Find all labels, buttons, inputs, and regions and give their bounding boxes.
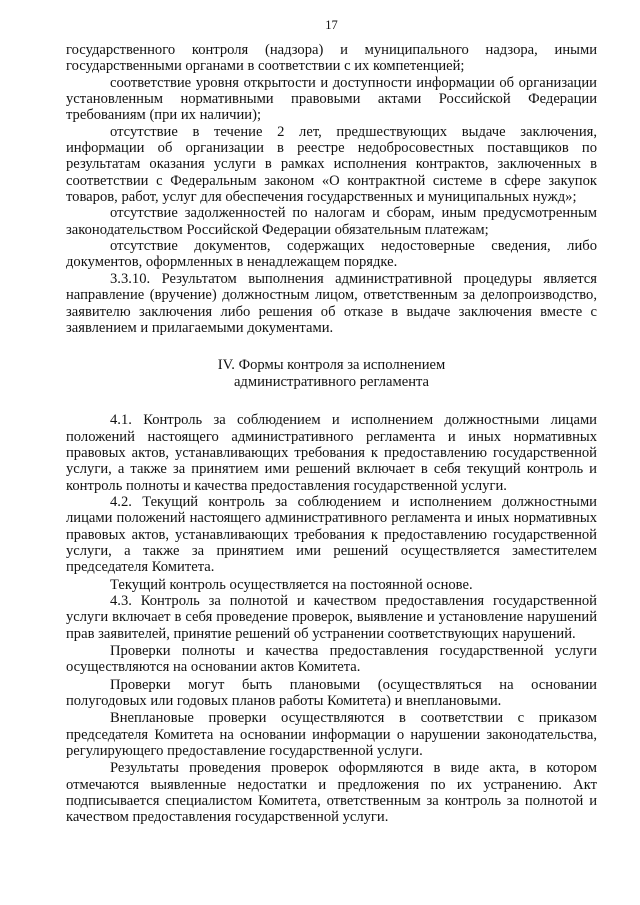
paragraph-inspections-basis: Проверки полноты и качества предоставления государственной услуги осуществляются на основании актов Комитета. — [66, 643, 597, 676]
paragraph-unscheduled-inspections: Внеплановые проверки осуществляются в соответствии с приказом председателя Комитета на основании информации о нарушении законодательства, регулирующего предоставление государственной услуги. — [66, 710, 597, 760]
paragraph-4-1: 4.1. Контроль за соблюдением и исполнением должностными лицами положений настоящего административного регламента и иных нормативных правовых актов, устанавливающих требования к предоставлению государственной услуги, а также за принятием ими решений включает в себя текущий контроль и контроль полноты и качества предоставления государственной услуги. — [66, 412, 597, 494]
paragraph-openness-requirement: соответствие уровня открытости и доступности информации об организации установленным нормативными правовыми актами Российской Федерации требованиям (при их наличии); — [66, 74, 597, 124]
section-heading-line-2: административного регламента — [233, 373, 430, 390]
paragraph-no-false-documents: отсутствие документов, содержащих недостоверные сведения, либо документов, оформленных в ненадлежащем порядке. — [66, 238, 597, 271]
paragraph-inspection-results: Результаты проведения проверок оформляются в виде акта, в котором отмечаются выявленные недостатки и предложения по их устранению. Акт подписывается специалистом Комитета, ответственным за контроль за полнотой и качеством предоставления государственной услуги. — [66, 760, 597, 826]
paragraph-continuation: государственного контроля (надзора) и муниципального надзора, иными государственными органами в соответствии с их компетенцией; — [66, 42, 597, 75]
section-heading-line-1: IV. Формы контроля за исполнением — [217, 357, 446, 374]
paragraph-inspections-types: Проверки могут быть плановыми (осуществляться на основании полугодовых или годовых планов работы Комитета) и внеплановыми. — [66, 676, 597, 710]
paragraph-current-control: Текущий контроль осуществляется на постоянной основе. — [110, 576, 473, 593]
paragraph-no-unfair-supplier-record: отсутствие в течение 2 лет, предшествующих выдаче заключения, информации об организации в реестре недобросовестных поставщиков по результатам оказания услуги в рамках исполнения контрактов, заключенных в соответствии с Федеральным законом «О контрактной системе в сфере закупок товаров, работ, услуг для обеспечения государственных и муниципальных нужд»; — [66, 123, 597, 206]
paragraph-4-3: 4.3. Контроль за полнотой и качеством предоставления государственной услуги включает в себя проведение проверок, выявление и установление нарушений прав заявителей, принятие решений об устранении соответствующих нарушений. — [66, 592, 597, 642]
paragraph-no-tax-debts: отсутствие задолженностей по налогам и сборам, иным предусмотренным законодательством Российской Федерации обязательным платежам; — [66, 205, 597, 238]
section-heading — [66, 357, 597, 390]
page-number: 17 — [325, 18, 338, 32]
paragraph-3-3-10: 3.3.10. Результатом выполнения административной процедуры является направление (вручение) должностным лицом, ответственным за делопроизводство, заявителю заключения либо решения об отказе в выдаче заключения вместе с заявлением и прилагаемыми документами. — [66, 270, 597, 336]
paragraph-4-2: 4.2. Текущий контроль за соблюдением и исполнением должностными лицами положений настоящего административного регламента и иных нормативных правовых актов, устанавливающих требования к предоставлению государственной услуги, а также за принятием ими решений осуществляется заместителем председателя Комитета. — [66, 493, 597, 576]
